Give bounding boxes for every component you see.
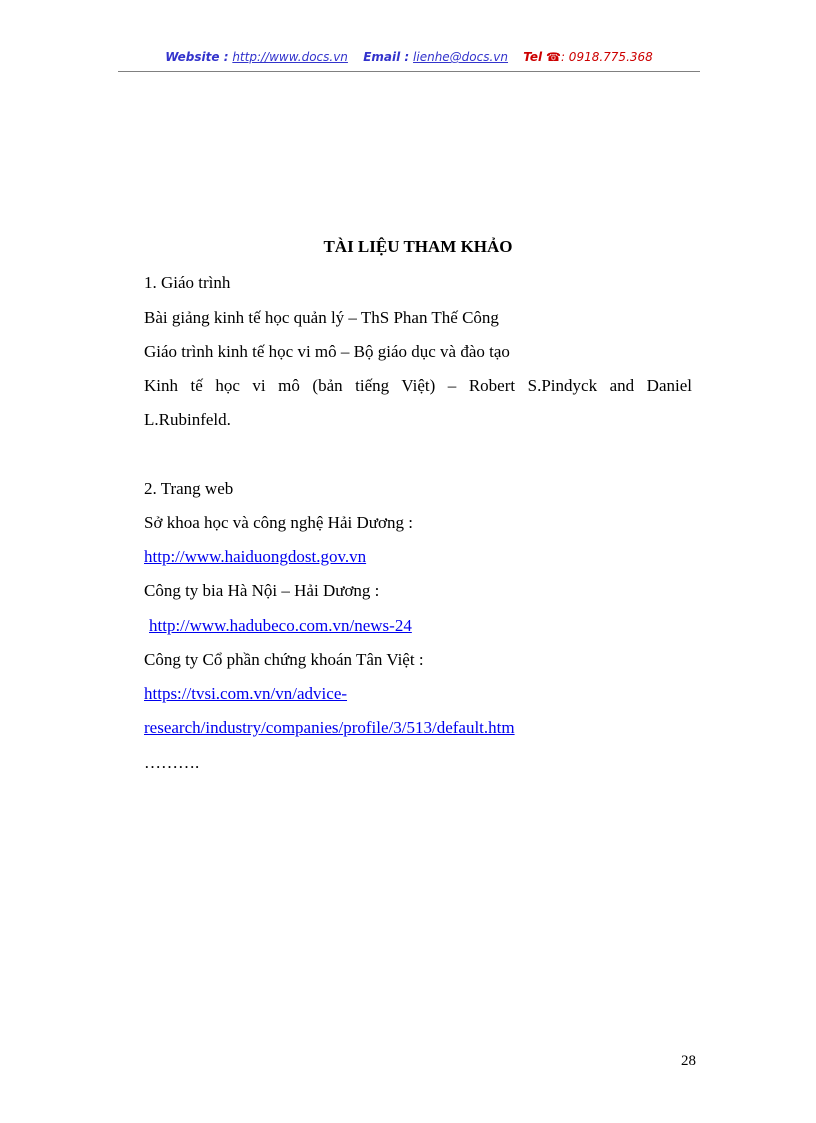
reference-item: Kinh tế học vi mô (bản tiếng Việt) – Robert S.Pindyck and Daniel [144,376,692,395]
website-link[interactable]: http://www.docs.vn [232,50,348,64]
email-label: Email [363,50,401,64]
section2-heading: 2. Trang web [144,479,234,498]
website-org-label: Sở khoa học và công nghệ Hải Dương : [144,513,413,532]
page-number: 28 [681,1053,696,1069]
website-org-label: Công ty Cổ phần chứng khoán Tân Việt : [144,650,424,669]
reference-item-continued: L.Rubinfeld. [144,410,231,429]
website-link[interactable]: http://www.hadubeco.com.vn/news-24 [149,616,412,635]
reference-item: Giáo trình kinh tế học vi mô – Bộ giáo dục và đào tạo [144,342,510,361]
website-org-label: Công ty bia Hà Nội – Hải Dương : [144,581,380,600]
website-label: Website : [165,50,229,64]
page-header [118,50,700,64]
website-link[interactable]: http://www.haiduongdost.gov.vn [144,547,367,566]
website-link-continued[interactable]: research/industry/companies/profile/3/513/default.htm [144,718,515,737]
reference-item: Bài giảng kinh tế học quản lý – ThS Phan Thế Công [144,308,499,327]
phone-icon: ☎ [546,50,561,64]
tel-label: Tel [523,50,543,64]
website-link[interactable]: https://tvsi.com.vn/vn/advice- [144,684,348,703]
email-link[interactable]: lienhe@docs.vn [413,50,509,64]
email-separator: : [400,50,410,64]
header-divider [118,71,700,72]
ellipsis: ………. [144,753,200,772]
page-title: TÀI LIỆU THAM KHẢO [323,237,513,256]
tel-value: : 0918.775.368 [560,50,653,64]
section1-heading: 1. Giáo trình [144,273,231,292]
